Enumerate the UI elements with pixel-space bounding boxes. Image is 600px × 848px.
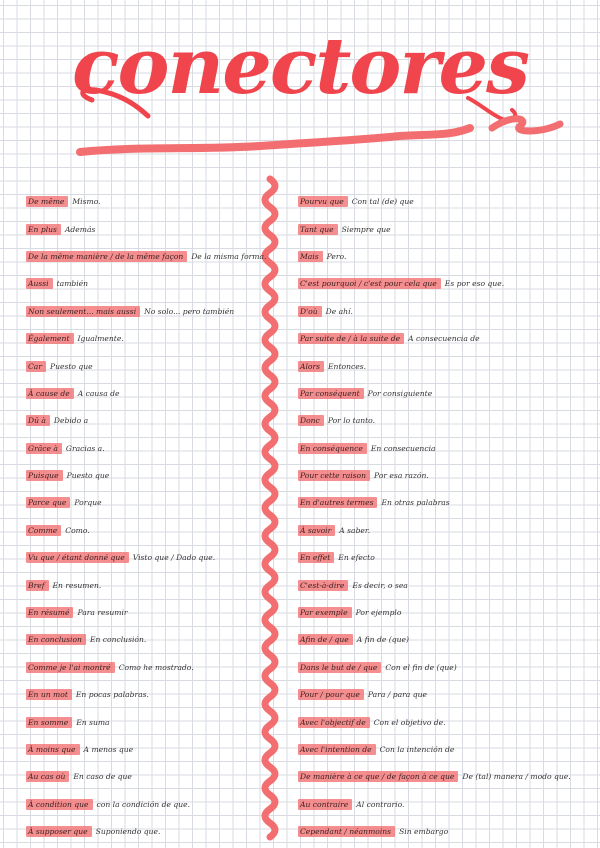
connector-french: À savoir <box>298 525 335 536</box>
connector-french: Bref <box>26 580 49 591</box>
connector-translation: con la condición de que. <box>96 799 191 809</box>
connector-row <box>26 270 286 297</box>
left-column <box>26 188 286 845</box>
connector-translation: En resumen. <box>52 580 102 590</box>
connector-row <box>298 352 588 379</box>
connector-translation: En caso de que <box>73 772 132 782</box>
connector-translation: A consecuencia de <box>408 334 480 344</box>
connector-translation: Gracias a. <box>65 443 105 453</box>
connector-translation: A saber. <box>339 525 371 535</box>
connector-translation: Debido a <box>53 416 89 426</box>
connector-row <box>26 791 286 818</box>
connector-french: Par exemple <box>298 607 352 618</box>
connector-french: Dû à <box>26 415 50 426</box>
connector-translation: Con la intención de <box>379 745 455 754</box>
connector-row <box>298 626 588 653</box>
connector-french: Puisque <box>26 470 63 481</box>
title-banner <box>0 0 600 175</box>
connector-french: Donc <box>298 415 324 426</box>
connector-translation: Como he mostrado. <box>118 662 194 672</box>
connector-translation: En consecuencia <box>370 443 436 453</box>
connector-row <box>298 435 588 462</box>
connector-row <box>26 571 286 598</box>
connector-french: Car <box>26 361 46 372</box>
connector-row <box>26 188 286 215</box>
connector-french: En d'autres termes <box>298 497 377 508</box>
connector-row <box>298 681 588 708</box>
connector-row <box>298 325 588 352</box>
connector-french: Pour / pour que <box>298 689 364 700</box>
connector-row <box>298 517 588 544</box>
connector-row <box>26 654 286 681</box>
connector-french: Au cas où <box>26 771 69 782</box>
connector-translation: Entonces. <box>328 361 367 371</box>
connector-translation: Al contrario. <box>356 799 405 809</box>
connector-translation: Para / para que <box>367 690 427 700</box>
connector-translation: Porque <box>74 498 102 508</box>
connector-translation: Por ejemplo <box>355 608 402 618</box>
connector-row <box>298 462 588 489</box>
connector-french: En somme <box>26 717 72 728</box>
connector-row <box>26 681 286 708</box>
connector-french: De même <box>26 196 68 207</box>
connector-french: À cause de <box>26 388 74 399</box>
connector-french: À supposer que <box>26 826 92 837</box>
connector-translation: Puesto que <box>66 471 110 481</box>
connector-french: À moins que <box>26 744 80 755</box>
connector-french: Afin de / que <box>298 634 353 645</box>
connector-french: Tant que <box>298 224 338 235</box>
connector-french: De la même manière / de la même façon <box>26 251 187 262</box>
connector-row <box>298 571 588 598</box>
connector-french: En un mot <box>26 689 72 700</box>
connector-row <box>26 599 286 626</box>
connector-row <box>26 243 286 270</box>
connector-translation: Pero. <box>326 251 347 261</box>
connector-translation: Igualmente. <box>77 334 124 344</box>
connector-row <box>26 763 286 790</box>
connector-row <box>298 380 588 407</box>
connector-french: En résumé <box>26 607 73 618</box>
connector-french: Dans le but de / que <box>298 662 381 673</box>
connector-french: Avec l'intention de <box>298 744 376 755</box>
connector-row <box>298 188 588 215</box>
connector-row <box>298 298 588 325</box>
connector-translation: No solo... pero también <box>144 306 235 316</box>
connector-translation: Por esa razón. <box>374 471 429 481</box>
connector-french: De manière à ce que / de façon à ce que <box>298 771 458 782</box>
connector-row <box>26 215 286 242</box>
connector-translation: A menos que <box>83 745 134 754</box>
connector-translation: Además <box>64 224 96 234</box>
connector-french: À condition que <box>26 799 93 810</box>
connector-translation: Siempre que <box>341 224 391 234</box>
connector-row <box>298 243 588 270</box>
connector-row <box>298 791 588 818</box>
connector-translation: En efecto <box>338 553 375 563</box>
connector-translation: De ahí. <box>325 306 353 316</box>
connector-row <box>26 298 286 325</box>
connector-french: Avec l'objectif de <box>298 717 370 728</box>
connector-french: C'est-à-dire <box>298 580 348 591</box>
connector-row <box>298 708 588 735</box>
connector-row <box>26 462 286 489</box>
connector-french: Comme <box>26 525 61 536</box>
connector-translation: Puesto que <box>49 361 93 371</box>
page-title: conectores <box>71 21 529 112</box>
connector-french: Pourvu que <box>298 196 348 207</box>
connector-translation: Mismo. <box>72 197 101 207</box>
connector-row <box>298 736 588 763</box>
connector-french: Par conséquent <box>298 388 364 399</box>
connector-translation: En conclusión. <box>89 635 147 645</box>
connector-translation: Como. <box>65 525 90 535</box>
connector-translation: Con el objetivo de. <box>373 717 446 727</box>
connector-row <box>26 435 286 462</box>
connector-row <box>298 763 588 790</box>
connector-row <box>26 517 286 544</box>
right-column <box>298 188 588 845</box>
connector-translation: De la misma forma. <box>191 251 267 261</box>
connector-row <box>26 380 286 407</box>
connector-row <box>26 736 286 763</box>
connector-translation: En otras palabras <box>381 498 450 508</box>
connector-french: En conséquence <box>298 443 367 454</box>
connector-translation: En suma <box>76 717 110 727</box>
connector-french: Également <box>26 333 74 344</box>
connector-translation: Por lo tanto. <box>327 416 376 426</box>
connector-french: D'où <box>298 306 322 317</box>
connector-translation: Por consiguiente <box>367 388 433 398</box>
connector-french: En conclusion <box>26 634 86 645</box>
connector-translation: A fin de (que) <box>356 635 409 645</box>
connector-row <box>26 407 286 434</box>
connector-translation: también <box>56 279 89 289</box>
connector-french: Parce que <box>26 497 70 508</box>
connector-row <box>26 352 286 379</box>
connector-row <box>26 489 286 516</box>
connector-row <box>298 489 588 516</box>
connector-translation: Es decir, o sea <box>352 580 408 590</box>
connector-french: Au contraire <box>298 799 352 810</box>
connector-row <box>26 626 286 653</box>
connector-row <box>26 708 286 735</box>
connector-translation: Con tal (de) que <box>351 197 414 207</box>
connector-row <box>26 544 286 571</box>
connector-french: Cependant / néanmoins <box>298 826 395 837</box>
connector-french: Vu que / étant donné que <box>26 552 129 563</box>
connector-translation: Con el fin de (que) <box>385 662 457 672</box>
connector-translation: En pocas palabras. <box>75 690 149 700</box>
connector-french: Alors <box>298 361 324 372</box>
connector-row <box>298 818 588 845</box>
connector-row <box>298 270 588 297</box>
connector-row <box>298 215 588 242</box>
connector-translation: Sin embargo <box>399 827 449 837</box>
connector-french: En plus <box>26 224 61 235</box>
connector-translation: Visto que / Dado que. <box>132 553 216 563</box>
connector-french: Pour cette raison <box>298 470 370 481</box>
connector-row <box>26 325 286 352</box>
connector-translation: Para resumir <box>77 608 128 618</box>
connector-row <box>298 599 588 626</box>
connector-french: C'est pourquoi / c'est pour cela que <box>298 278 441 289</box>
connector-row <box>298 654 588 681</box>
connector-translation: Es por eso que. <box>444 279 505 289</box>
connector-french: Non seulement... mais aussi <box>26 306 140 317</box>
connector-french: Mais <box>298 251 323 262</box>
connector-row <box>298 544 588 571</box>
connector-french: Grâce à <box>26 443 62 454</box>
connector-french: Aussi <box>26 278 53 289</box>
connector-french: Comme je l'ai montré <box>26 662 115 673</box>
connector-translation: A causa de <box>77 388 120 398</box>
connector-french: En effet <box>298 552 334 563</box>
connector-row <box>298 407 588 434</box>
connector-translation: Suponiendo que. <box>95 827 161 837</box>
connector-translation: De (tal) manera / modo que. <box>462 772 571 782</box>
connector-french: Par suite de / à la suite de <box>298 333 404 344</box>
connector-row <box>26 818 286 845</box>
